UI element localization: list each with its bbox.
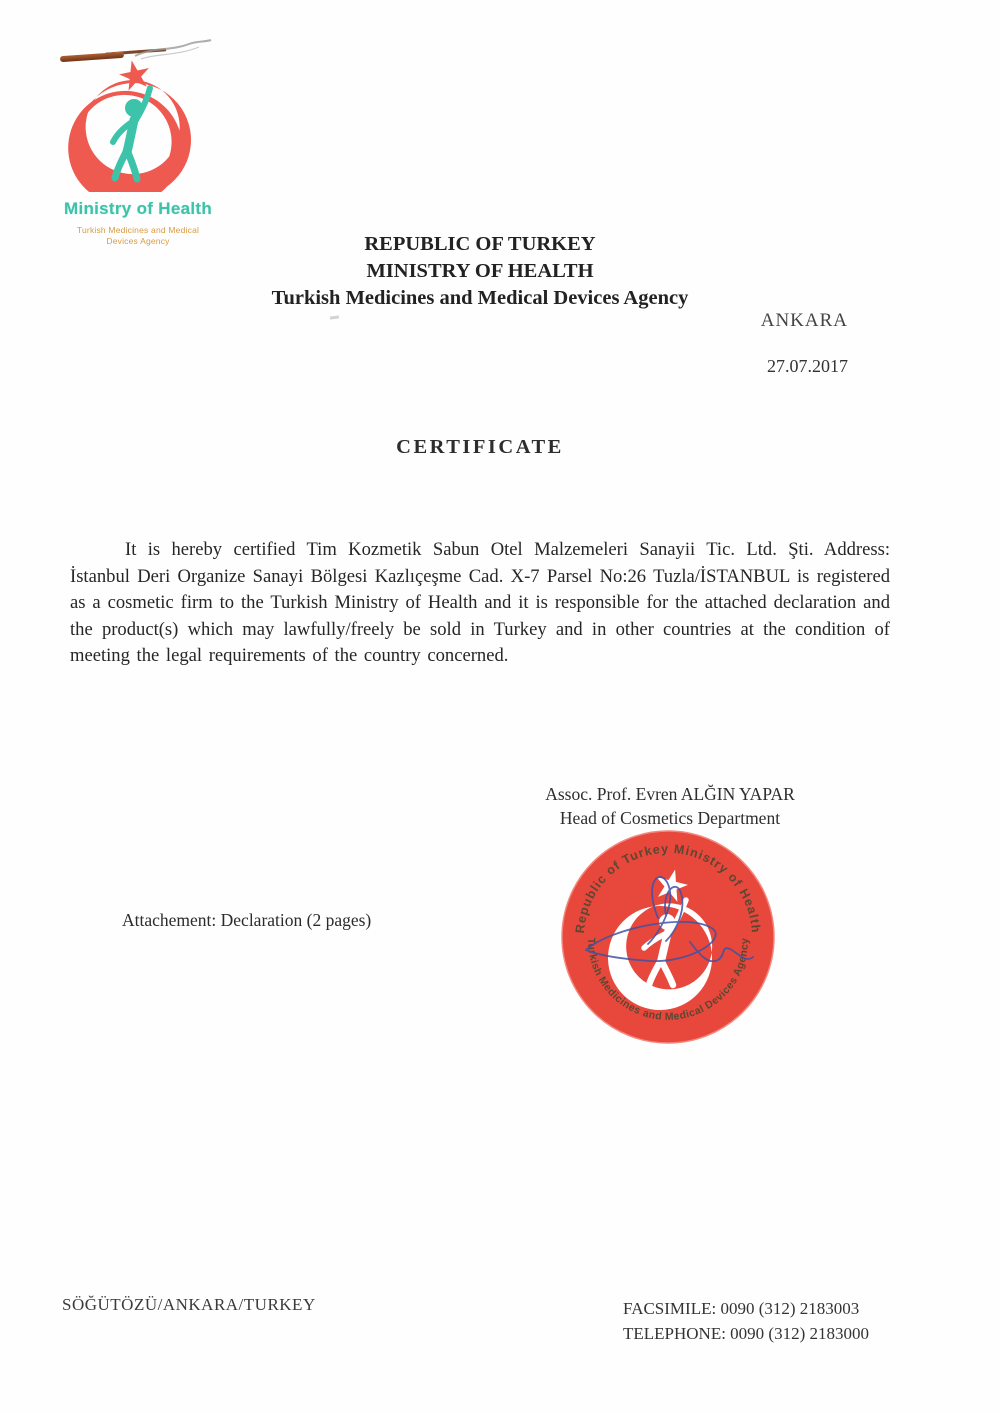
seal-top-text: Republic of Turkey Ministry of Health [572,841,764,934]
attachment-note: Attachement: Declaration (2 pages) [122,910,372,930]
footer-address: SÖĞÜTÖZÜ/ANKARA/TURKEY [62,1295,316,1314]
certificate-body-paragraph: It is hereby certified Tim Kozmetik Sabun Otel Malzemeleri Sanayii Tic. Ltd. Şti. Address: İstanbul Deri Organize Sanayi Bölgesi Kazlıçeşme Cad. X-7 Parsel No:26 Tuzla/İSTANBUL is registered as a cosmetic firm to the Turkish Ministry of Health and it is responsible for the attached declaration and the product(s) which may lawfully/freely be sold in Turkey and in other countries at the condition of meeting the legal requirements of the country concerned. [70,539,890,666]
ministry-emblem-graphic [63,52,213,192]
header-line-agency: Turkish Medicines and Medical Devices Agency [271,287,689,309]
certificate-title: CERTIFICATE [396,436,564,458]
signatory-name: Assoc. Prof. Evren ALĞIN YAPAR [545,784,795,804]
footer-facsimile: FACSIMILE: 0090 (312) 2183003 [623,1299,860,1318]
logo-subtitle-line1: Turkish Medicines and Medical [76,225,200,235]
ministry-logo [58,52,218,247]
seal-bottom-text: Turkish Medicines and Medical Devices Agency [584,937,752,1023]
star-icon [117,57,153,92]
dash-scan-artifact [330,315,339,319]
footer-telephone: TELEPHONE: 0090 (312) 2183000 [623,1324,870,1343]
document-header [0,231,960,312]
city-label: ANKARA [760,310,848,331]
logo-subtitle-line2: Devices Agency [106,236,170,246]
signatory-title: Head of Cosmetics Department [559,808,781,828]
header-line-ministry: MINISTRY OF HEALTH [366,260,594,282]
official-seal [540,822,840,1054]
date-label: 27.07.2017 [767,356,848,376]
footer-contact [623,1296,869,1346]
logo-title: Ministry of Health [63,199,213,218]
header-line-country: REPUBLIC OF TURKEY [364,233,596,255]
seal-graphic [540,822,840,1054]
figure-icon [113,88,150,179]
